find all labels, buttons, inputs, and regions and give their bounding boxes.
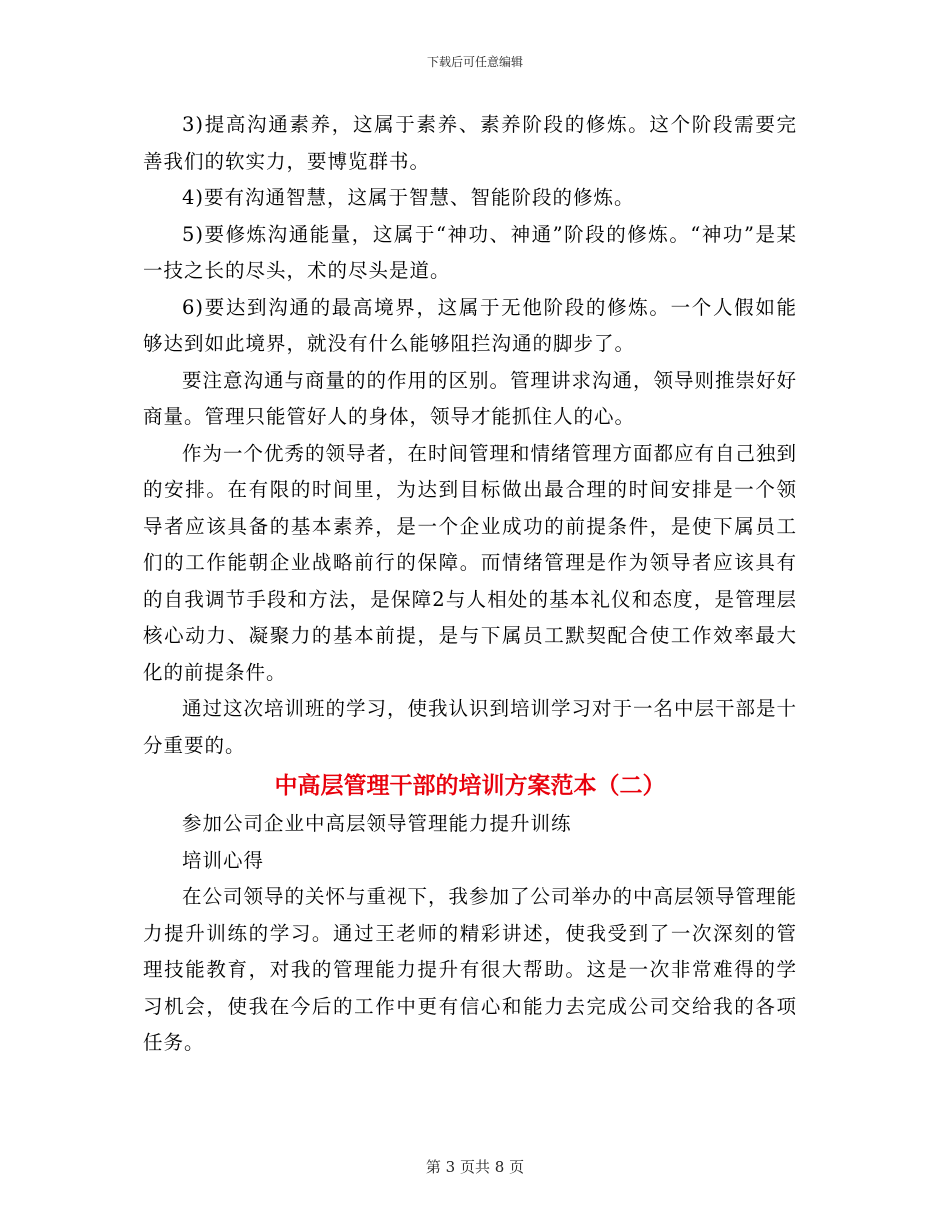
page-header: 下载后可任意编辑 bbox=[426, 55, 523, 69]
paragraph: 6)要达到沟通的最高境界，这属于无他阶段的修炼。一个人假如能够达到如此境界，就没有什么能够阻拦沟通的脚步了。 bbox=[143, 295, 797, 355]
paragraph: 5)要修炼沟通能量，这属于“神功、神通”阶段的修炼。“神功”是某一技之长的尽头，术的尽头是道。 bbox=[143, 222, 797, 282]
section-title: 中高层管理干部的培训方案范本（二） bbox=[274, 773, 666, 799]
paragraph: 作为一个优秀的领导者，在时间管理和情绪管理方面都应有自己独到的安排。在有限的时间里，为达到目标做出最合理的时间安排是一个领导者应该具备的基本素养，是一个企业成功的前提条件，是使下属员工们的工作能朝企业战略前行的保障。而情绪管理是作为领导者应该具有的自我调节手段和方法，是保障2与人相处的基本礼仪和态度，是管理层核心动力、凝聚力的基本前提，是与下属员工默契配合使工作效率最大化的前提条件。 bbox=[143, 441, 798, 684]
paragraph: 在公司领导的关怀与重视下，我参加了公司举办的中高层领导管理能力提升训练的学习。通过王老师的精彩讲述，使我受到了一次深刻的管理技能教育，对我的管理能力提升有很大帮助。这是一次非常难得的学习机会，使我在今后的工作中更有信心和能力去完成公司交给我的各项任务。 bbox=[143, 885, 798, 1054]
paragraph: 4)要有沟通智慧，这属于智慧、智能阶段的修炼。 bbox=[182, 186, 635, 209]
paragraph: 参加公司企业中高层领导管理能力提升训练 bbox=[182, 812, 572, 835]
paragraph: 3)提高沟通素养，这属于素养、素养阶段的修炼。这个阶段需要完善我们的软实力，要博览群书。 bbox=[143, 113, 797, 173]
paragraph: 要注意沟通与商量的的作用的区别。管理讲求沟通，领导则推崇好好商量。管理只能管好人的身体，领导才能抓住人的心。 bbox=[143, 368, 798, 428]
page-footer: 第 3 页共 8 页 bbox=[425, 1158, 525, 1176]
paragraph: 培训心得 bbox=[182, 848, 265, 872]
paragraph: 通过这次培训班的学习，使我认识到培训学习对于一名中层干部是十分重要的。 bbox=[143, 697, 798, 757]
document-body bbox=[143, 107, 797, 1062]
